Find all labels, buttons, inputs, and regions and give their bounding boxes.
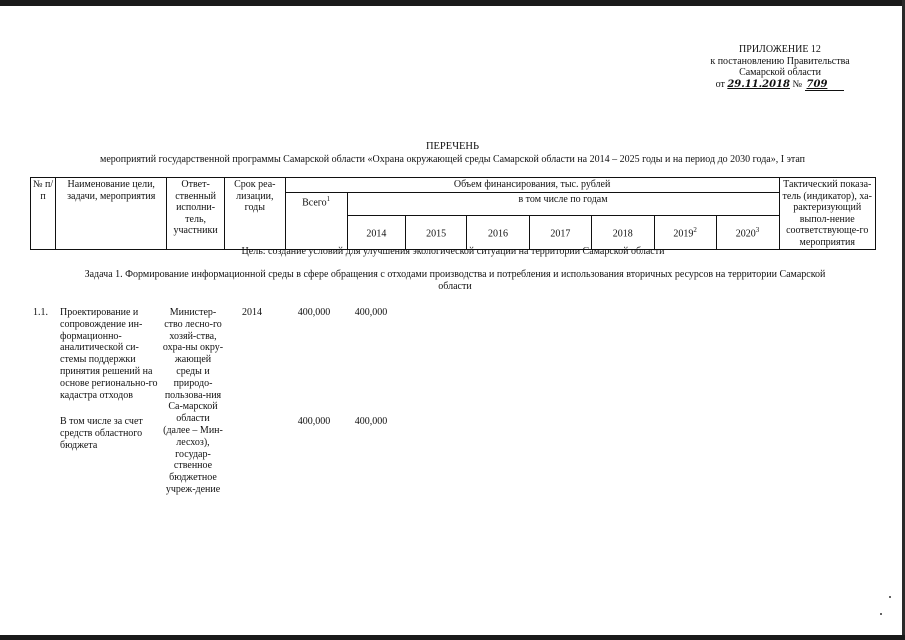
row-activity-name: Проектирование и сопровождение ин-формационно-аналитической си-стемы поддержки принятия решений на основе регионально-го кадастра отходов	[60, 307, 158, 401]
document-heading: ПЕРЕЧЕНЬ	[425, 141, 480, 152]
scan-speck	[880, 613, 882, 615]
col-by-years-header: в том числе по годам	[347, 192, 779, 216]
scan-border-bottom	[0, 635, 905, 640]
year-header: 2020$^3$	[716, 216, 779, 250]
col-total-header: Всего$^1$	[285, 192, 347, 250]
handwritten-date: 29.11.2018	[727, 78, 790, 90]
appendix-date-line	[716, 79, 845, 92]
appendix-line3: Самарской области	[739, 67, 821, 78]
scan-speck	[889, 596, 891, 598]
col-name-header: Наименование цели, задачи, мероприятия	[56, 178, 167, 250]
subrow-2014-value: 400,000	[354, 416, 388, 427]
appendix-line2: к постановлению Правительства	[710, 55, 850, 67]
from-label: от	[715, 78, 725, 90]
header-table	[30, 177, 876, 250]
year-header: 2016	[467, 216, 530, 250]
handwritten-number: 709	[806, 78, 828, 90]
subrow-total: 400,000	[297, 416, 331, 427]
appendix-line1: ПРИЛОЖЕНИЕ 12	[739, 44, 821, 55]
appendix-block	[690, 44, 870, 91]
year-header: 2017	[529, 216, 591, 250]
number-label: №	[792, 78, 803, 90]
year-header: 2015	[406, 216, 467, 250]
col-exec-header: Ответ-ственный исполни-тель, участники	[167, 178, 225, 250]
year-header: 2014	[347, 216, 406, 250]
col-num-header: № п/п	[31, 178, 56, 250]
goal-text: Цель: создание условий для улучшения экологической ситуации на территории Самарской области	[241, 246, 665, 257]
row-number: 1.1.	[33, 307, 48, 318]
subrow-budget-name: В том числе за счет средств областного бюджета	[60, 416, 143, 451]
col-indicator-header: Тактический показа-тель (индикатор), ха-рактеризующий выпол-нение соответствующе-го мероприятия	[779, 178, 876, 250]
document-subtitle: мероприятий государственной программы Самарской области «Охрана окружающей среды Самарской области на 2014 – 2025 годы и на период до 2030 года», I этап	[99, 154, 806, 165]
col-funding-header: Объем финансирования, тыс. рублей	[285, 178, 779, 193]
row-2014-value: 400,000	[354, 307, 388, 318]
year-header: 2018	[591, 216, 654, 250]
col-term-header: Срок реа-лизации, годы	[224, 178, 285, 250]
year-header: 2019$^2$	[654, 216, 716, 250]
row-total: 400,000	[297, 307, 331, 318]
scan-border-top	[0, 0, 905, 6]
row-executor: Министер-ство лесно-го хозяй-ства, охра-ны окру-жающей среды и природо-пользова-ния Са-марской области (далее – Мин-лесхоз), государ-ственное бюджетное учреж-дение	[162, 307, 224, 495]
row-term: 2014	[242, 307, 262, 318]
task-text: Задача 1. Формирование информационной среды в сфере обращения с отходами производства и потребления и использования вторичных ресурсов на территории Самарской области	[84, 269, 826, 292]
